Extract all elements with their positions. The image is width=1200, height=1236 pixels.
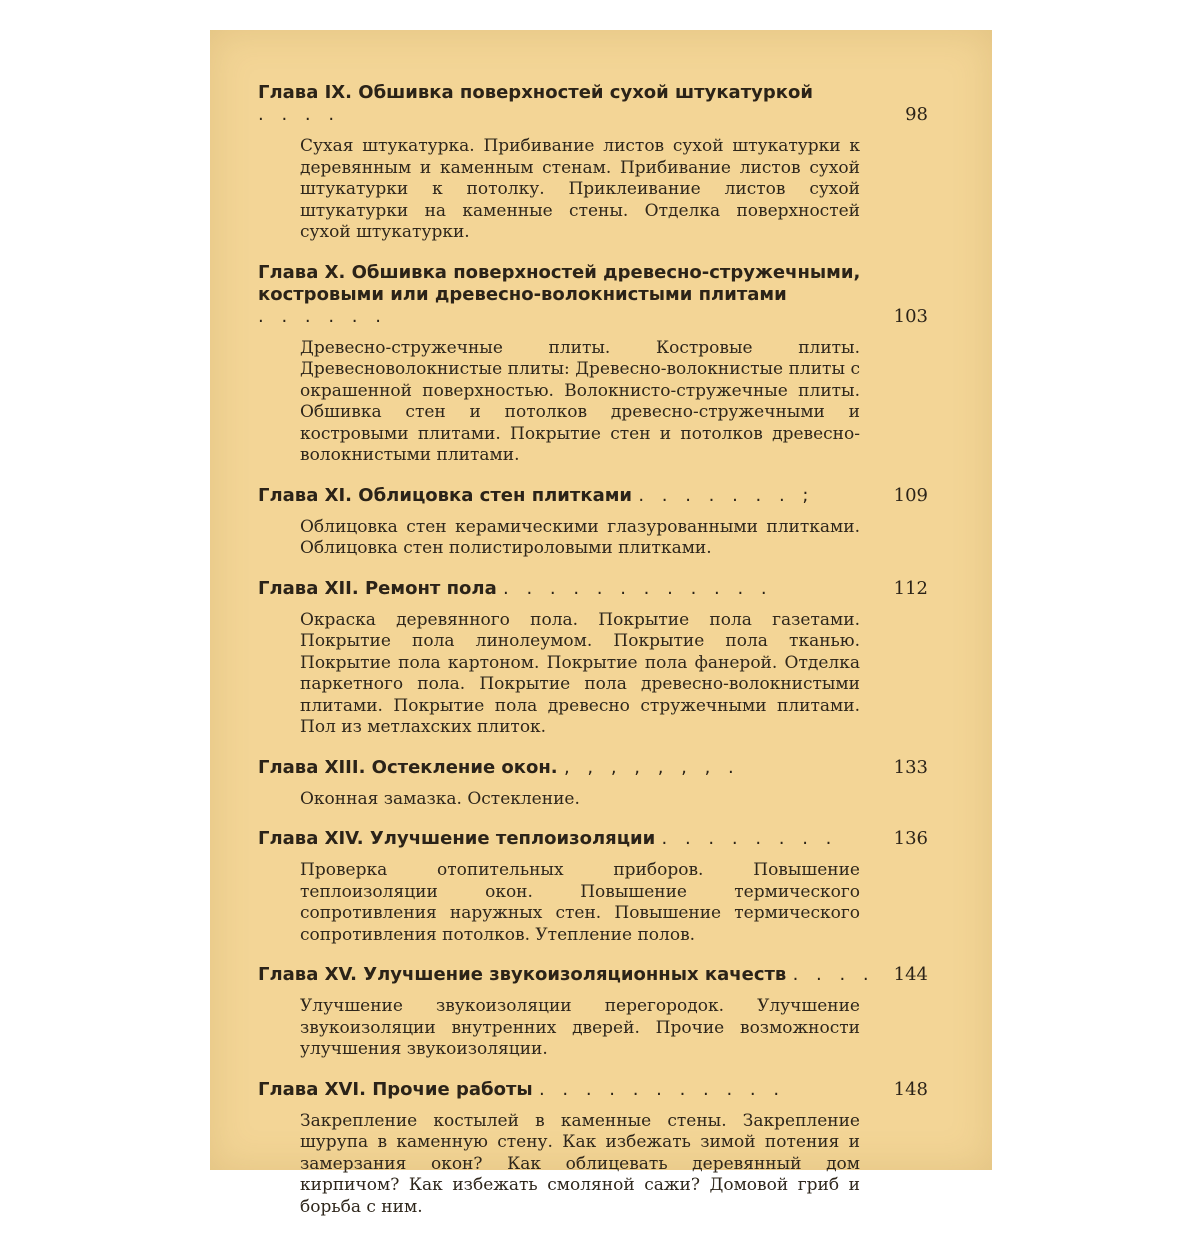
chapter-heading (258, 1079, 928, 1101)
chapter-description: Проверка отопительных приборов. Повышение теплоизоляции окон. Повышение термического сопротивления наружных стен. Повышение термического сопротивления потолков. Утепление полов. (300, 860, 860, 945)
leader-dots: . . . . . . . . (661, 828, 838, 849)
chapter-heading (258, 757, 928, 779)
chapter-description: Закрепление костылей в каменные стены. Закрепление шурупа в каменную стену. Как избежать зимой потения и замерзания окон? Как облицевать деревянный дом кирпичом? Как избежать смоляной сажи? Домовой гриб и борьба с ним. (300, 1110, 860, 1217)
chapter-9 (258, 82, 928, 244)
chapter-12 (258, 578, 928, 739)
chapter-title: Глава IX. Обшивка поверхностей сухой штукатуркой (258, 82, 813, 103)
page-number: 112 (893, 577, 928, 599)
leader-dots: . . . . . . . ; (638, 484, 815, 506)
chapter-heading (258, 262, 928, 328)
chapter-title-wrap (258, 757, 880, 779)
leader-dots: . . . . (258, 104, 341, 125)
page-number: 103 (893, 305, 928, 327)
page-number: 144 (893, 964, 928, 985)
leader-dots: . . . . . . . . . . . (538, 1078, 786, 1100)
chapter-title: Глава XI. Облицовка стен плитками (258, 484, 633, 506)
chapter-14 (258, 828, 928, 946)
chapter-description: Древесно-стружечные плиты. Костровые плиты. Древесноволокнистые плиты: Древесно-волокнистые плиты с окрашенной поверхностью. Волокнисто-стружечные плиты. Обшивка стен и потолков древесно-стружечными и костровыми плитами. Покрытие стен и потолков древесно-волокнистыми плитами. (300, 337, 860, 465)
table-of-contents (258, 82, 928, 1236)
chapter-10 (258, 262, 928, 467)
chapter-13 (258, 757, 928, 811)
chapter-title-wrap (258, 485, 880, 507)
page-number: 133 (893, 756, 928, 778)
book-page (210, 30, 992, 1217)
chapter-description: Облицовка стен керамическими глазурованными плитками. Облицовка стен полистироловыми плитками. (300, 516, 860, 558)
chapter-title-wrap (258, 828, 880, 850)
page-number: 109 (893, 484, 928, 506)
chapter-title: Глава X. Обшивка поверхностей древесно-стружечными, костровыми или древесно-волокнистыми плитами (258, 261, 861, 305)
leader-dots: . . . . . . (258, 305, 387, 327)
chapter-title-wrap (258, 578, 880, 600)
leader-dots: , , , , , , , . (563, 756, 740, 778)
chapter-heading (258, 82, 928, 126)
chapter-title-wrap (258, 964, 880, 986)
chapter-title: Глава XII. Ремонт пола (258, 577, 497, 599)
chapter-heading (258, 828, 928, 850)
page-number: 148 (893, 1078, 928, 1100)
chapter-title-wrap (258, 1079, 880, 1101)
chapter-title-wrap (258, 82, 880, 126)
page-number: 98 (905, 104, 928, 125)
leader-dots: . . . . (792, 964, 875, 985)
chapter-heading (258, 578, 928, 600)
chapter-title: Глава XVI. Прочие работы (258, 1078, 533, 1100)
chapter-title-wrap (258, 262, 880, 328)
chapter-description: Оконная замазка. Остекление. (300, 788, 580, 809)
chapter-title: Глава XIII. Остекление окон. (258, 756, 558, 778)
chapter-heading (258, 964, 928, 986)
chapter-description: Улучшение звукоизоляции перегородок. Улучшение звукоизоляции внутренних дверей. Прочие возможности улучшения звукоизоляции. (300, 996, 860, 1059)
chapter-description: Окраска деревянного пола. Покрытие пола газетами. Покрытие пола линолеумом. Покрытие пола тканью. Покрытие пола картоном. Покрытие пола фанерой. Отделка паркетного пола. Покрытие пола древесно-волокнистыми плитами. Покрытие пола древесно стружечными плитами. Пол из метлахских плиток. (300, 609, 860, 737)
chapter-16 (258, 1079, 928, 1219)
chapter-11 (258, 485, 928, 560)
chapter-title: Глава XIV. Улучшение теплоизоляции (258, 828, 656, 849)
chapter-heading (258, 485, 928, 507)
leader-dots: . . . . . . . . . . . . (503, 577, 773, 599)
chapter-description: Сухая штукатурка. Прибивание листов сухой штукатурки к деревянным и каменным стенам. Прибивание листов сухой штукатурки к потолку. Приклеивание листов сухой штукатурки на каменные стены. Отделка поверхностей сухой штукатурки. (300, 136, 860, 242)
chapter-15 (258, 964, 928, 1061)
chapter-title: Глава XV. Улучшение звукоизоляционных качеств (258, 964, 787, 985)
page-number: 136 (893, 828, 928, 849)
